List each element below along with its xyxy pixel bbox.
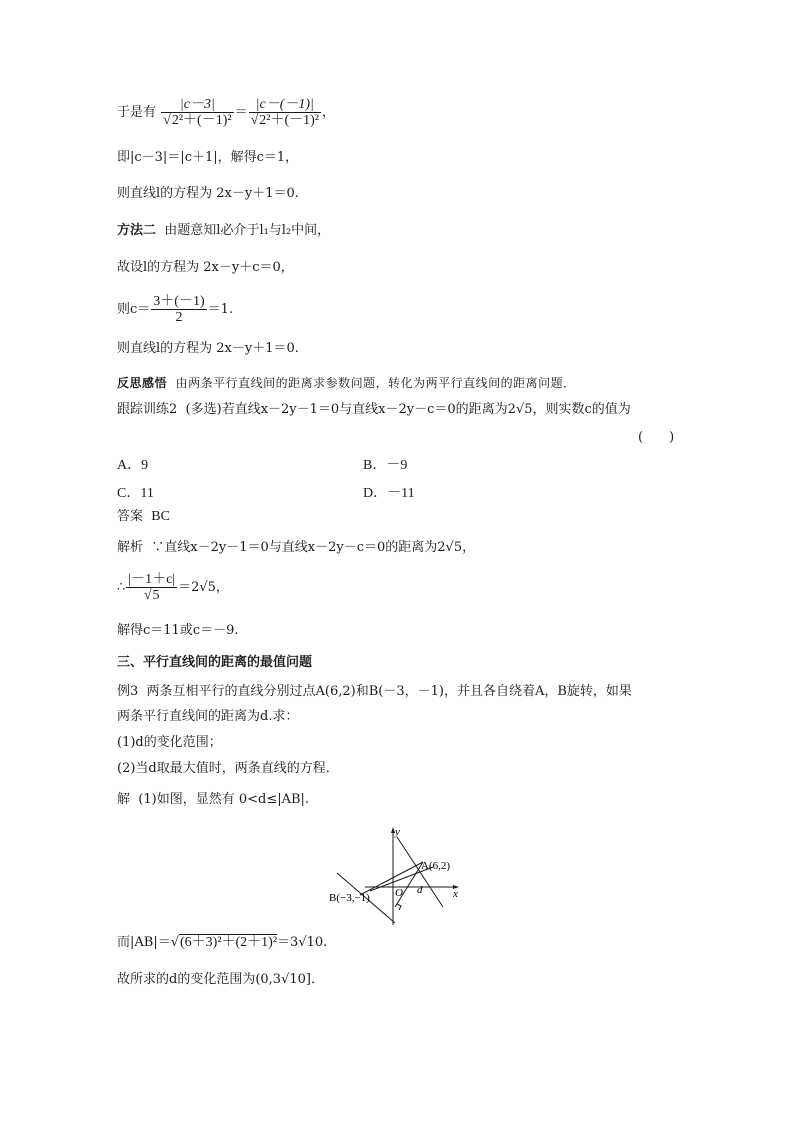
text-suffix: ＝3√10. xyxy=(277,935,328,950)
line-5: 故设l的方程为 2x－y＋c＝0， xyxy=(117,260,294,275)
fraction-numerator: |c－(－1)| xyxy=(249,97,321,113)
sqrt-radicand: 2²＋(－1)² xyxy=(171,113,232,128)
right-angle-mark xyxy=(397,904,401,910)
example-label: 例3 xyxy=(117,684,139,699)
method-text: 由题意知l必介于l₁与l₂中间， xyxy=(164,223,331,238)
fraction-denominator: √2²＋(－1)² xyxy=(250,113,319,128)
text-prefix: 于是有 xyxy=(117,105,157,120)
solution-label: 解 xyxy=(117,792,131,807)
example-text-a: 两条互相平行的直线分别过点A(6,2)和B(－3，－1)，并且各自绕着A，B旋转，如果 xyxy=(146,684,632,699)
example-3-line-2: 两条平行直线间的距离为d.求： xyxy=(117,709,299,724)
answer-label: 答案 xyxy=(117,509,144,524)
text-prefix: 则c＝ xyxy=(117,302,151,317)
line-4 xyxy=(117,223,330,239)
track-text: (多选)若直线x－2y－1＝0与直线x－2y－c＝0的距离为2√5，则实数c的值为 xyxy=(185,402,631,417)
geometry-figure xyxy=(325,825,485,925)
fraction-denominator: √2²＋(－1)² xyxy=(163,113,232,128)
track-label: 跟踪训练2 xyxy=(117,402,178,417)
fraction-numerator: |c－3| xyxy=(161,97,233,113)
sqrt-radicand: 5 xyxy=(152,588,160,603)
line-3: 则直线l的方程为 2x－y＋1＝0. xyxy=(117,186,299,201)
example-3-question-2: (2)当d取最大值时，两条直线的方程． xyxy=(117,761,339,776)
line-7: 则直线l的方程为 2x－y＋1＝0. xyxy=(117,341,299,356)
range-line: 故所求的d的变化范围为(0,3√10]． xyxy=(117,972,324,987)
sqrt-radicand: (6＋3)²＋(2＋1)² xyxy=(180,935,278,950)
x-label: x xyxy=(453,888,458,900)
example-3-line-1 xyxy=(117,684,632,700)
solution-line-1 xyxy=(117,792,309,808)
fraction-4 xyxy=(126,572,177,603)
sqrt-radicand: 2²＋(－1)² xyxy=(259,113,319,128)
fraction-denominator: 2 xyxy=(175,310,183,325)
section-heading: 三、平行直线间的距离的最值问题 xyxy=(117,655,313,670)
fraction-3 xyxy=(151,294,206,325)
line-2: 即|c－3|＝|c＋1|，解得c＝1， xyxy=(117,150,299,165)
fraction-denominator: √5 xyxy=(143,588,160,603)
segment-ab xyxy=(360,862,423,895)
analysis-label: 解析 xyxy=(117,540,144,555)
text-suffix: ＝1. xyxy=(207,302,234,317)
option-c: C．11 xyxy=(117,486,154,501)
example-3-question-1: (1)d的变化范围； xyxy=(117,735,222,750)
origin-label: O xyxy=(395,887,403,899)
option-d: D．－11 xyxy=(363,486,415,501)
therefore-symbol: ∴ xyxy=(117,580,126,595)
reflection xyxy=(117,375,576,391)
fraction-2 xyxy=(249,97,321,128)
answer-value: BC xyxy=(151,509,170,524)
track-question xyxy=(117,402,631,418)
point-b-label: B(−3,−1) xyxy=(329,892,370,904)
text-prefix: 而|AB|＝ xyxy=(117,935,171,950)
answer-paren: ( ) xyxy=(638,430,675,445)
solve-line: 解得c＝11或c＝－9. xyxy=(117,623,239,638)
line-6 xyxy=(117,294,233,325)
analysis-text: ∵直线x－2y－1＝0与直线x－2y－c＝0的距离为2√5， xyxy=(151,540,476,555)
option-a: A．9 xyxy=(117,458,149,473)
equation-line-1: 于是有 $\frac{|c-3|}{\text{√2²＋(－1)²}}$ ＝ $\frac{|c-(-1)|}{\text{√2²＋(－1)²}}$ ， xyxy=(117,97,335,128)
text-suffix: ＝2√5， xyxy=(178,580,229,595)
reflection-label: 反思感悟 xyxy=(117,376,168,390)
y-label: y xyxy=(395,826,400,838)
distance-label: d xyxy=(417,884,423,896)
analysis-line xyxy=(117,540,475,556)
point-a-label: A(6,2) xyxy=(421,860,451,872)
ab-length-line: 而|AB|＝√(6＋3)²＋(2＋1)²＝3√10. xyxy=(117,935,328,950)
therefore-line xyxy=(117,572,229,603)
solution-text: (1)如图，显然有 0<d≤|AB|. xyxy=(138,792,310,807)
option-b: B．－9 xyxy=(363,458,408,473)
fraction-numerator: |－1＋c| xyxy=(128,572,176,587)
reflection-text: 由两条平行直线间的距离求参数问题，转化为两平行直线间的距离问题． xyxy=(175,376,576,390)
fraction-1 xyxy=(161,97,233,128)
answer-line xyxy=(117,509,170,525)
fraction-numerator: 3＋(－1) xyxy=(153,294,205,309)
method-label: 方法二 xyxy=(117,223,157,238)
